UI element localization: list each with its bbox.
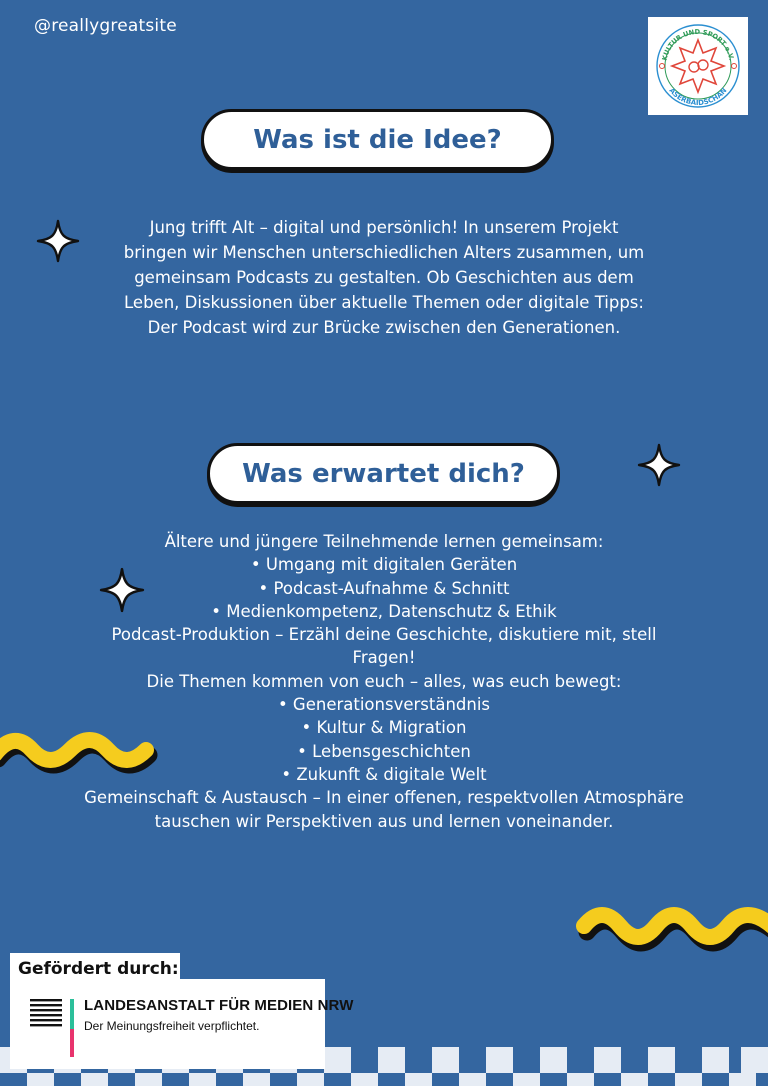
expect-bullet: • Umgang mit digitalen Geräten bbox=[250, 555, 518, 575]
expect-bullet: • Generationsverständnis bbox=[277, 695, 491, 715]
expect-bullet: • Lebensgeschichten bbox=[297, 741, 471, 761]
expect-bullet: • Podcast-Aufnahme & Schnitt bbox=[258, 578, 510, 598]
expect-line: Gemeinschaft & Austausch – In einer offenen, respektvollen Atmosphäre tauschen wir Perspektiven aus und lernen voneinander. bbox=[84, 788, 684, 831]
svg-text:KULTUR UND SPORT e.V. bbox=[660, 28, 735, 61]
squiggle-decoration-left bbox=[0, 720, 160, 780]
funder-card bbox=[10, 979, 354, 1069]
expect-content bbox=[80, 530, 688, 833]
squiggle-decoration-right bbox=[572, 898, 768, 964]
site-handle: @reallygreatsite bbox=[34, 16, 177, 36]
sparkle-icon bbox=[36, 219, 80, 263]
funder-logo-lines-icon bbox=[30, 999, 62, 1031]
expect-heading-pill bbox=[207, 443, 560, 504]
svg-text:ASERBAIDSCHAN bbox=[667, 86, 728, 107]
expect-heading: Was erwartet dich? bbox=[242, 458, 525, 489]
expect-bullet: • Kultur & Migration bbox=[301, 718, 467, 738]
sparkle-icon bbox=[99, 567, 145, 613]
logo-emblem-icon bbox=[648, 17, 748, 115]
funder-tagline: Der Meinungsfreiheit verpflichtet. bbox=[84, 1019, 260, 1033]
funder-accent-bar bbox=[70, 999, 74, 1057]
sparkle-icon bbox=[637, 443, 681, 487]
expect-line: Die Themen kommen von euch – alles, was euch bewegt: bbox=[146, 671, 622, 691]
expect-line: Podcast-Produktion – Erzähl deine Geschichte, diskutiere mit, stell Fragen! bbox=[111, 625, 657, 668]
expect-bullet: • Medienkompetenz, Datenschutz & Ethik bbox=[211, 601, 557, 621]
funding-label: Gefördert durch: bbox=[10, 953, 180, 985]
logo-text-top: KULTUR UND SPORT e.V. bbox=[660, 27, 736, 62]
expect-line: Ältere und jüngere Teilnehmende lernen gemeinsam: bbox=[164, 532, 604, 551]
expect-bullet: • Zukunft & digitale Welt bbox=[281, 764, 487, 784]
idea-heading: Was ist die Idee? bbox=[253, 124, 502, 155]
funder-name: LANDESANSTALT FÜR MEDIEN NRW bbox=[84, 997, 354, 1014]
association-logo bbox=[648, 17, 748, 115]
idea-heading-pill bbox=[201, 109, 554, 170]
idea-paragraph: Jung trifft Alt – digital und persönlich! In unserem Projekt bringen wir Menschen unterschiedlichen Alters zusammen, um gemeinsam Podcasts zu gestalten. Ob Geschichten aus dem Leben, Diskussionen über aktuelle Themen oder digitale Tipps: Der Podcast wird zur Brücke zwischen den Generationen. bbox=[123, 218, 645, 337]
logo-text-bottom: ASERBAIDSCHAN bbox=[667, 86, 729, 108]
